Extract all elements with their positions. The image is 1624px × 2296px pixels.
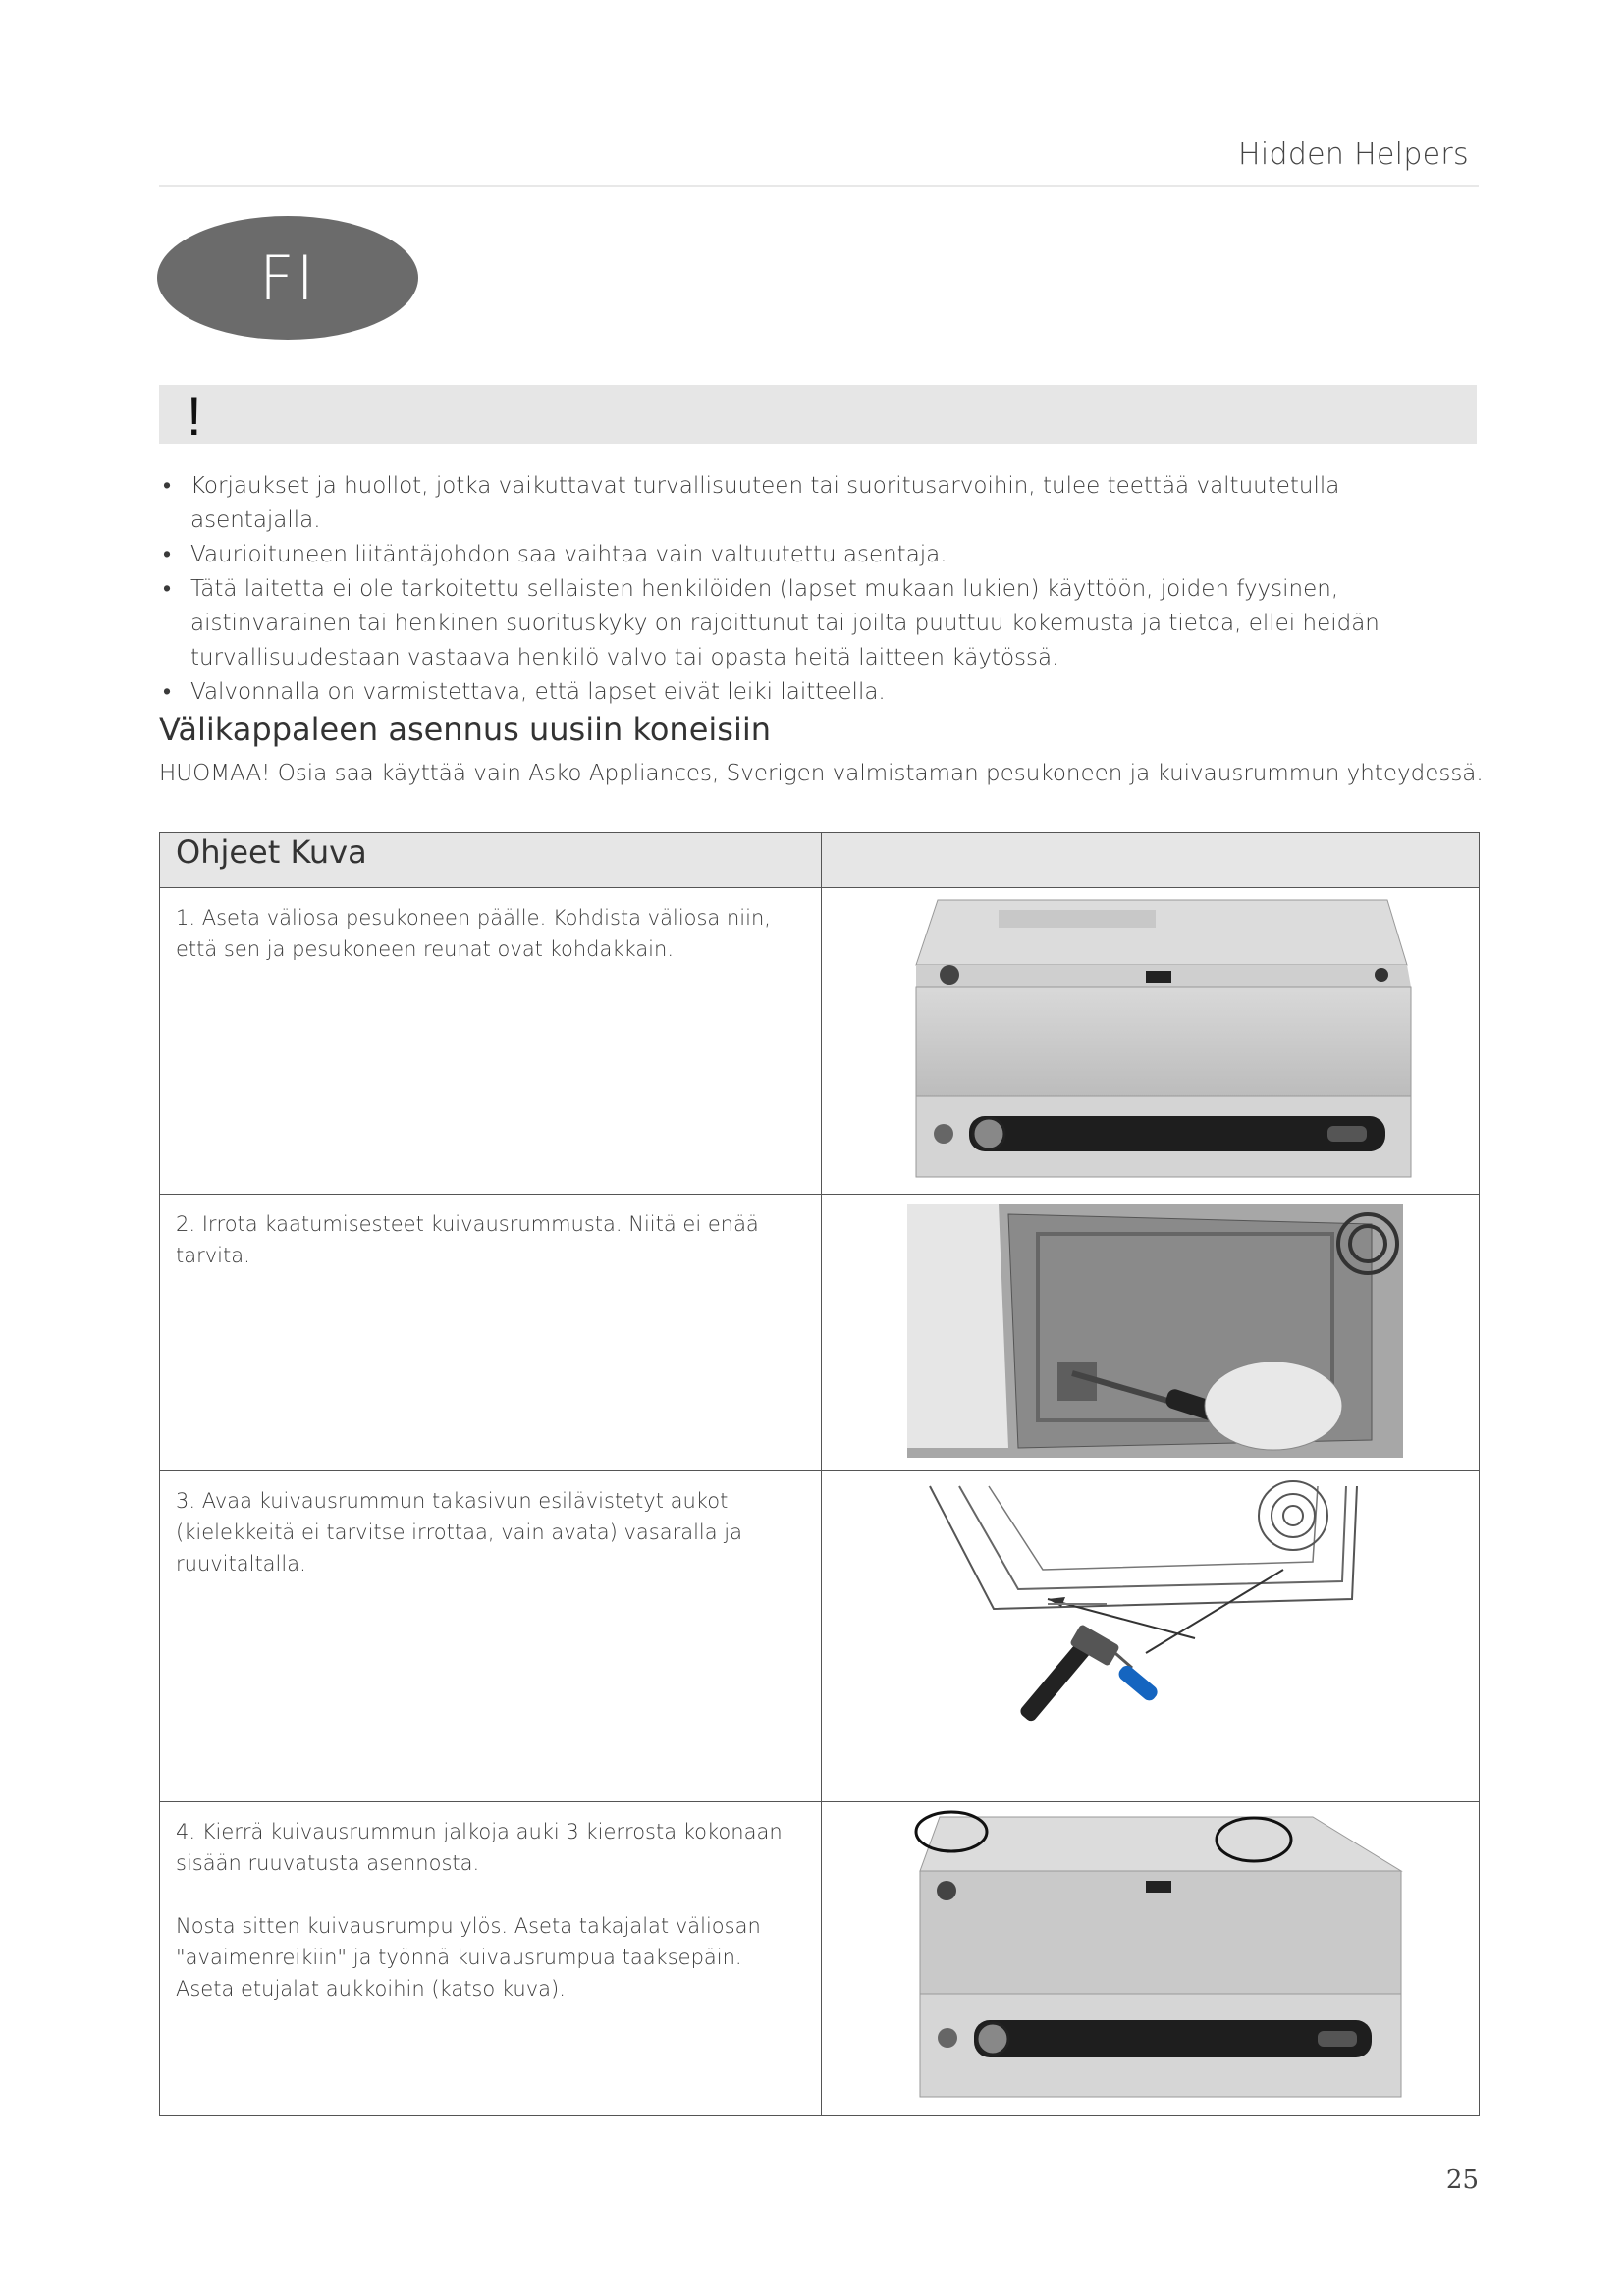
page-number: 25 <box>1445 2165 1479 2195</box>
hammer-screwdriver-illustration <box>822 1471 1480 1802</box>
language-badge: FI <box>157 216 418 340</box>
instruction-table <box>159 832 1480 2116</box>
document-header-title: Hidden Helpers <box>1237 137 1469 172</box>
safety-bullet: • Tätä laitetta ei ole tarkoitettu sellaisten henkilöiden (lapset mukaan lukien) käyttöön, joiden fyysinen, aistinvarainen tai henkinen suorituskyky on rajoittunut tai joilta puuttuu kokemusta ja tietoa, ellei heidän turvallisuudestaan vastaava henkilö valvo tai opasta heitä laitteen käytössä. <box>159 572 1477 675</box>
step-4-text-continued: Nosta sitten kuivausrumpu ylös. Aseta takajalat väliosan "avaimenreikiin" ja työnnä kuivausrumpua taaksepäin. Aseta etujalat aukkoihin (katso kuva). <box>176 1914 761 2001</box>
table-row <box>160 1195 1480 1471</box>
step-text-cell <box>160 888 822 1195</box>
remove-tip-guard-photo <box>822 1195 1480 1471</box>
step-1-text: 1. Aseta väliosa pesukoneen päälle. Kohdista väliosa niin, että sen ja pesukoneen reunat ovat kohdakkain. <box>176 906 771 961</box>
step-text-cell <box>160 1195 822 1471</box>
spacer-on-washer-photo <box>822 888 1480 1195</box>
table-row <box>160 1471 1480 1802</box>
step-text-cell <box>160 1471 822 1802</box>
safety-bullet: • Valvonnalla on varmistettava, että lapset eivät leiki laitteella. <box>159 675 1477 710</box>
table-header-row <box>160 833 1480 888</box>
safety-bullet-list <box>159 469 1477 710</box>
table-row <box>160 888 1480 1195</box>
keyholes-circled-photo <box>822 1802 1480 2116</box>
section-heading: Välikappaleen asennus uusiin koneisiin <box>159 711 772 748</box>
safety-bullet: • Vaurioituneen liitäntäjohdon saa vaihtaa vain valtuutettu asentaja. <box>159 538 1477 572</box>
step-4-text: 4. Kierrä kuivausrummun jalkoja auki 3 kierrosta kokonaan sisään ruuvatusta asennosta. <box>176 1820 783 1875</box>
step-2-text: 2. Irrota kaatumisesteet kuivausrummusta. Niitä ei enää tarvita. <box>176 1212 759 1267</box>
table-header-empty <box>822 833 1480 888</box>
warning-bar <box>159 385 1477 447</box>
step-3-text: 3. Avaa kuivausrummun takasivun esilävistetyt aukot (kielekkeitä ei tarvitse irrottaa, vain avata) vasaralla ja ruuvitaltalla. <box>176 1489 742 1575</box>
header-divider <box>159 185 1479 187</box>
exclamation-icon: ! <box>187 385 202 447</box>
section-note: HUOMAA! Osia saa käyttää vain Asko Appliances, Sverigen valmistaman pesukoneen ja kuivausrummun yhteydessä. <box>159 761 1484 786</box>
safety-bullet: • Korjaukset ja huollot, jotka vaikuttavat turvallisuuteen tai suoritusarvoihin, tulee teettää valtuutetulla asentajalla. <box>159 469 1477 538</box>
table-row <box>160 1802 1480 2116</box>
step-text-cell <box>160 1802 822 2116</box>
table-header-instructions: Ohjeet Kuva <box>160 833 822 888</box>
